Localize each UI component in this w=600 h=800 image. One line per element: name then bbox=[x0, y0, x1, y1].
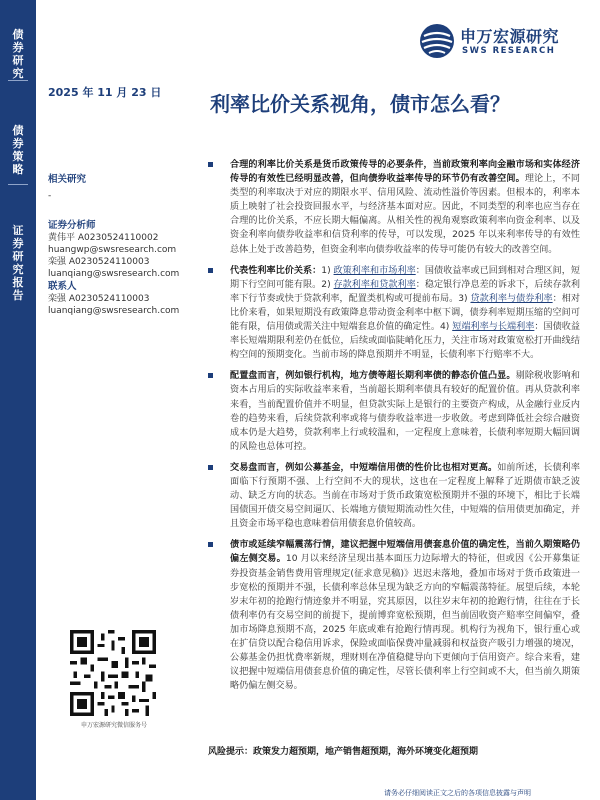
highlight-term: 政策利率和市场利率 bbox=[333, 265, 416, 276]
bullet-marker bbox=[208, 162, 213, 167]
contact-line: luanqiang@swsresearch.com bbox=[48, 306, 180, 316]
summary-paragraph bbox=[230, 369, 580, 454]
paragraph-lead: 配置盘而言，例如银行机构，地方债等超长期利率债的静态价值凸显。 bbox=[230, 371, 516, 382]
paragraph-body: 理论上，不同类型的利率取决于对应的期限水平、信用风险、流动性溢价等因素。但根本的，利率本质上映射了社会投资回报水平，与经济基本面对应。因此，不同类型的利率也应当存在合理的比价关系，不应长期大幅偏离。从相关性的视角观察政策利率向资金利率、以及资金利率向债券收益率和信贷利率的传导，可以发现，2025 年以来利率传导的有效性总体上处于改善趋势，但资金利率向债券收益率的传导可能仍有较大的改善空间。 bbox=[230, 174, 580, 255]
paragraph-lead: 债市或延续窄幅震荡行情，建议把握中短端信用债套息价值的确定性，当前久期策略仍偏左侧交易。 bbox=[230, 540, 580, 565]
analyst-line: 栾强 A0230524110003 bbox=[48, 257, 150, 267]
report-date: 2025 年 11 月 23 日 bbox=[48, 86, 162, 99]
left-info-column bbox=[48, 174, 188, 317]
paragraph-part: ：国债收益率或已回到相对合理区间，短期下行空间可能有限。2) bbox=[230, 265, 580, 290]
paragraph-part: ：国债收益率长短端期限利差仍在低位，后续或面临陡峭化压力，关注市场对政策宽松打开曲线结构空间的预期变化。当前市场的降息预期并不明显，长债利率下行赔率不大。 bbox=[230, 322, 580, 361]
contact-line: 栾强 A0230524110003 bbox=[48, 294, 150, 304]
highlight-term: 贷款利率与债券利率 bbox=[470, 293, 553, 304]
side-label-text: 债券研究 bbox=[12, 28, 24, 80]
highlight-term: 短端利率与长端利率 bbox=[452, 322, 535, 333]
related-research-heading: 相关研究 bbox=[48, 174, 87, 185]
bullet-marker bbox=[208, 373, 213, 378]
qr-caption: 申万宏源研究微信服务号 bbox=[80, 722, 147, 729]
bullet-marker bbox=[208, 268, 213, 273]
side-label-text: 证券研究报告 bbox=[12, 224, 24, 302]
side-divider bbox=[8, 184, 28, 185]
paragraph-body: 剔除税收影响和资本占用后的实际收益率来看，当前超长期利率债具有较好的配置价值。再从贷款利率来看，当前配置价值并不明显，但贷款实际上是银行的主要资产构成，从金融行业反内卷的趋势来看，后续贷款利率或将与债券收益率进一步收敛。考虑到降低社会综合融资成本仍是大趋势，贷款利率上行或较温和，一定程度上意味着，长债利率短期大幅回调的风险也总体可控。 bbox=[230, 371, 580, 452]
paragraph-lead: 合理的利率比价关系是货币政策传导的必要条件，当前政策利率向金融市场和实体经济传导的有效性已经明显改善，但向债券收益率传导的环节仍有改善空间。 bbox=[230, 160, 580, 185]
side-label-text: 债券策略 bbox=[12, 124, 24, 176]
analyst-line: huangwp@swsresearch.com bbox=[48, 245, 177, 255]
summary-paragraph bbox=[230, 538, 580, 693]
side-bar bbox=[0, 0, 36, 800]
paragraph-part: ：相对比价来看，如果短期没有政策降息带动资金利率中枢下调，债券利率短期压缩的空间可能有限，信用债或需关注中短端套息价值的确定性。4) bbox=[230, 293, 580, 333]
summary-paragraph bbox=[230, 461, 580, 531]
footer-disclaimer[interactable]: 请务必仔细阅读正文之后的各项信息披露与声明 bbox=[384, 789, 531, 797]
qr-code[interactable] bbox=[70, 630, 156, 716]
bullet-marker bbox=[208, 542, 213, 547]
paragraph-part: 1) bbox=[321, 265, 334, 276]
brand-logo bbox=[418, 20, 588, 68]
summary-paragraph bbox=[230, 264, 580, 363]
analyst-line: luanqiang@swsresearch.com bbox=[48, 269, 180, 279]
globe-icon bbox=[418, 22, 456, 60]
side-label-bond-strategy bbox=[0, 124, 36, 176]
contact-heading: 联系人 bbox=[48, 281, 77, 292]
side-label-bond-research bbox=[0, 28, 36, 80]
paragraph-body: 10 月以来经济呈现出基本面压力边际增大的特征，但或因《公开募集证券投资基金销售费用管理规定(征求意见稿)》迟迟未落地，叠加市场对于货币政策进一步宽松的预期并不强，长债利率总体呈现为缺乏方向的窄幅震荡特征。展望后续，本轮岁末年初的抢跑行情迹象并不明显，究其原因，以往岁末年初的抢跑行情，往往在于长债利率仍有交易空间的前提下，提前博弈宽松预期，但当前固收资产赔率空间偏窄，叠加市场降息预期不高，2025 年底或难有抢跑行情再现。机构行为视角下，银行重心或在扩信贷以配合稳信用诉求，保险或面临保费冲量减弱和权益资产吸引力增强的境况，公募基金仍担忧费率新规，理财则在净值稳健导向下更倾向于信用资产。综合来看，建议把握中短端信用债套息价值的确定性，尽管长债利率上行空间或不大，但当前久期策略仍偏左侧交易。 bbox=[230, 554, 580, 692]
paragraph-lead: 交易盘而言，例如公募基金，中短端信用债的性价比也相对更高。 bbox=[230, 462, 498, 473]
analyst-line: 黄伟平 A0230524110002 bbox=[48, 233, 159, 243]
paragraph-body: 如前所述，长债利率面临下行预期不强、上行空间不大的现状，这也在一定程度上解释了近期债市缺乏波动、缺乏方向的状态。当前在市场对于货币政策宽松预期并不强的环境下，相比于长端国债国开债交易空间逼仄、长端地方债短期流动性欠佳，中短端的信用债更加确定，并且资金市场平稳也意味着信用债套息价值较高。 bbox=[230, 462, 580, 530]
highlight-term: 存款利率和贷款利率 bbox=[333, 279, 416, 290]
paragraph-lead: 代表性利率比价关系： bbox=[230, 265, 322, 276]
risk-warning: 风险提示：政策发力超预期，地产销售超预期，海外环境变化超预期 bbox=[208, 747, 479, 757]
summary-paragraph bbox=[230, 158, 580, 257]
analysts-heading: 证券分析师 bbox=[48, 220, 96, 231]
side-divider bbox=[8, 80, 28, 81]
brand-name-en: SWS RESEARCH bbox=[462, 46, 556, 56]
main-content bbox=[230, 158, 580, 700]
brand-name-cn: 申万宏源研究 bbox=[460, 27, 560, 46]
side-label-research-report bbox=[0, 224, 36, 302]
bullet-marker bbox=[208, 465, 213, 470]
related-research-item: - bbox=[48, 191, 52, 201]
paragraph-part: ：稳定银行净息差的诉求下，后续存款利率下行节奏或快于贷款利率，配置类机构或可提前布局。3) bbox=[230, 279, 580, 304]
report-title: 利率比价关系视角，债市怎么看？ bbox=[210, 92, 510, 116]
